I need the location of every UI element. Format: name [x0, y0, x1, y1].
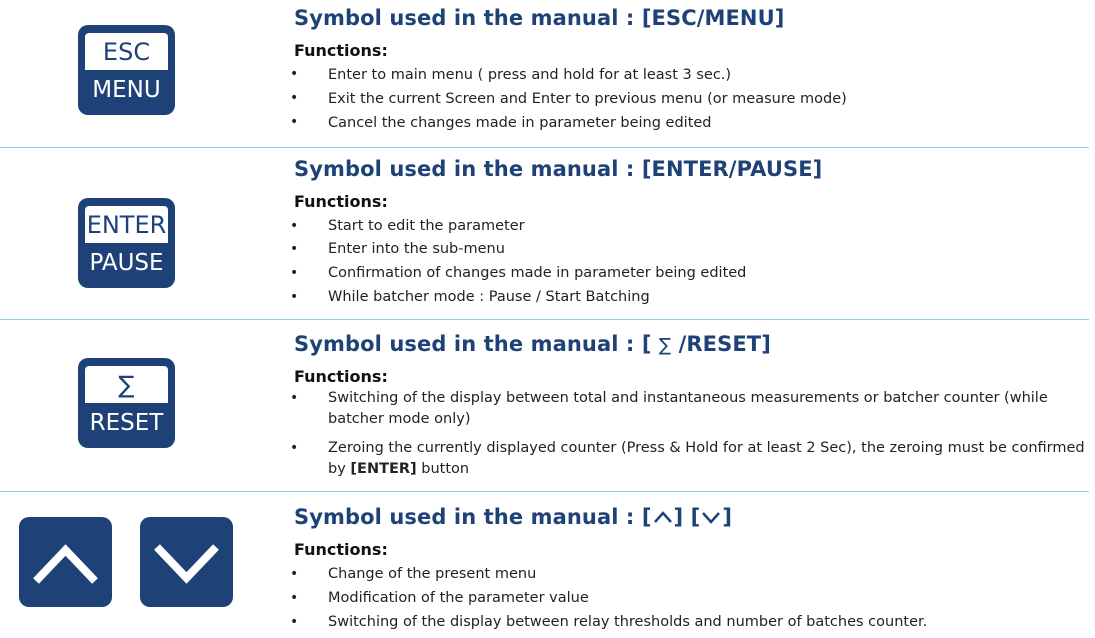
list-item: Modification of the parameter value [328, 590, 589, 606]
title-prefix: Symbol used in the manual : [ [294, 332, 652, 356]
list-item: Switching of the display between total and instantaneous measurements or batcher counter (while batcher mode only) [328, 390, 1048, 427]
sum-key-label: ∑ [85, 366, 168, 403]
functions-label: Functions: [294, 540, 388, 559]
list-item [328, 438, 1093, 480]
down-arrow-icon [140, 517, 233, 607]
up-key [19, 517, 112, 607]
list-item: Exit the current Screen and Enter to previous menu (or measure mode) [328, 91, 847, 107]
sum-symbol: ∑ [658, 335, 672, 356]
section-divider [0, 319, 1089, 320]
item-text: button [416, 461, 470, 477]
down-key [140, 517, 233, 607]
list-item: While batcher mode : Pause / Start Batching [328, 289, 650, 305]
list-item: Switching of the display between relay thresholds and number of batches counter. [328, 614, 928, 630]
enter-reference: [ENTER] [350, 461, 417, 477]
bullet: • [290, 66, 299, 82]
section-divider [0, 491, 1089, 492]
bullet: • [290, 440, 299, 456]
bullet: • [290, 114, 299, 130]
list-item: Start to edit the parameter [328, 218, 525, 234]
section-title-esc-menu: Symbol used in the manual : [ESC/MENU] [294, 6, 785, 30]
list-item: Confirmation of changes made in parameter being edited [328, 265, 747, 281]
list-item: Change of the present menu [328, 566, 537, 582]
bullet: • [290, 590, 299, 606]
reset-key-label: RESET [89, 410, 164, 436]
section-title-sum-reset [294, 332, 771, 356]
enter-key-label: ENTER [85, 206, 168, 243]
list-item: Enter to main menu ( press and hold for at least 3 sec.) [328, 67, 732, 83]
title-suffix: /RESET] [678, 332, 771, 356]
sum-reset-key [78, 358, 175, 448]
up-symbol-icon [652, 507, 674, 525]
bullet: • [290, 241, 299, 257]
section-divider [0, 147, 1089, 148]
pause-key-label: PAUSE [89, 250, 164, 276]
functions-label: Functions: [294, 367, 388, 386]
down-symbol-icon [700, 507, 722, 525]
esc-menu-key [78, 25, 175, 115]
title-suffix: ] [722, 505, 733, 529]
enter-pause-key [78, 198, 175, 288]
list-item: Enter into the sub-menu [328, 241, 505, 257]
menu-key-label: MENU [92, 77, 161, 103]
bullet: • [290, 289, 299, 305]
functions-label: Functions: [294, 41, 388, 60]
item-text: Zeroing the currently displayed counter (Press & Hold for at least 2 Sec), the zeroing must be confirmed by [328, 440, 1085, 477]
bullet: • [290, 218, 299, 234]
bullet: • [290, 614, 299, 630]
section-title-enter-pause: Symbol used in the manual : [ENTER/PAUSE] [294, 157, 823, 181]
esc-key-label: ESC [85, 33, 168, 70]
bullet: • [290, 265, 299, 281]
title-mid: ] [ [673, 505, 701, 529]
section-title-up-down [294, 505, 732, 529]
bullet: • [290, 390, 299, 406]
functions-label: Functions: [294, 192, 388, 211]
bullet: • [290, 90, 299, 106]
list-item: Cancel the changes made in parameter being edited [328, 115, 712, 131]
title-prefix: Symbol used in the manual : [ [294, 505, 652, 529]
up-arrow-icon [19, 517, 112, 607]
bullet: • [290, 566, 299, 582]
